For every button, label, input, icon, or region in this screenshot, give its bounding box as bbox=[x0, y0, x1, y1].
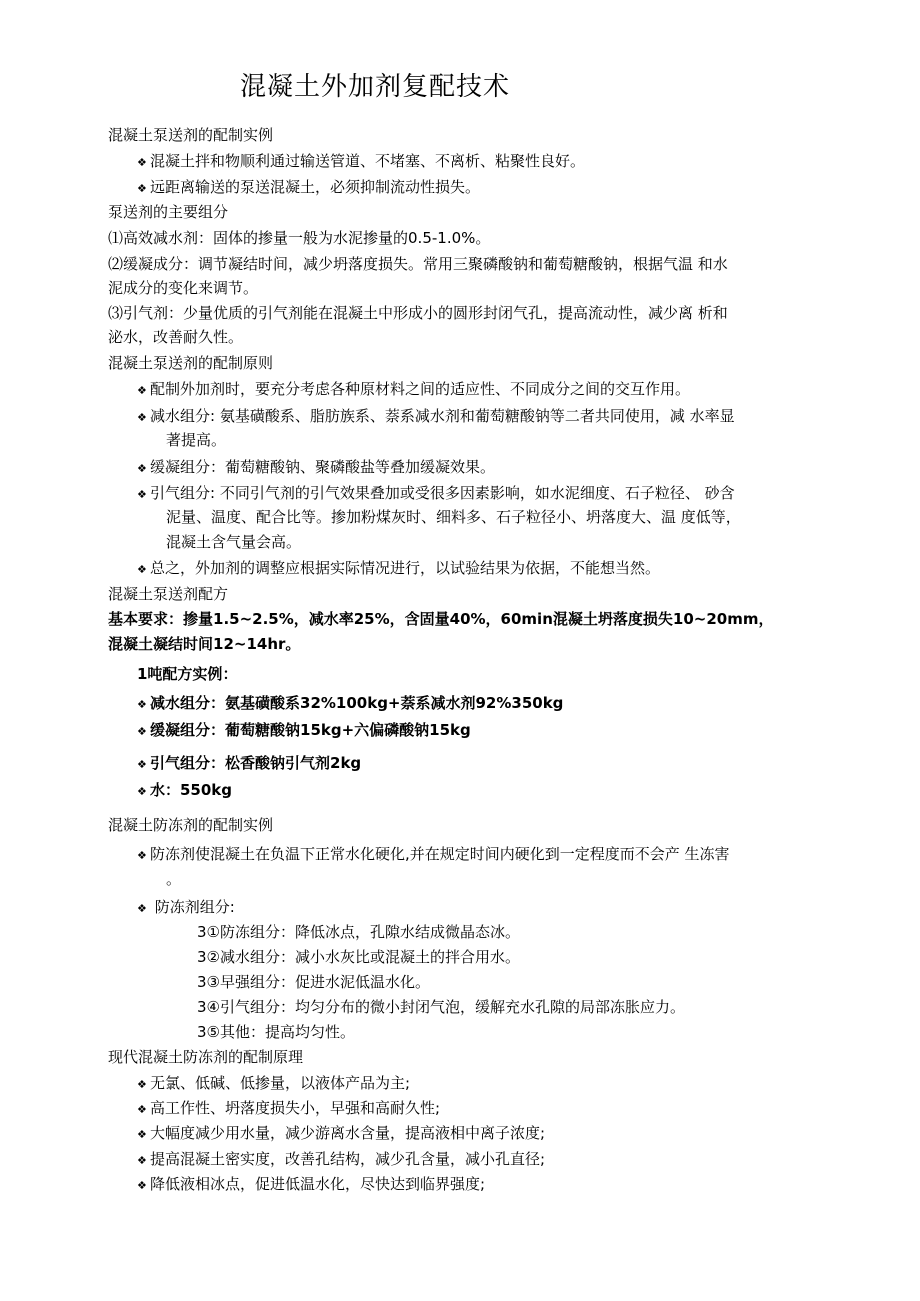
list-item: ❖ 提高混凝土密实度，改善孔结构，减少孔含量，减小孔直径; bbox=[137, 1148, 545, 1172]
paragraph: 混凝土凝结时间12~14hr。 bbox=[108, 635, 301, 653]
section-heading-antifreeze-principles: 现代混凝土防冻剂的配制原理 bbox=[108, 1048, 304, 1066]
diamond-bullet-icon: ❖ bbox=[137, 698, 147, 711]
sub-item: 3①防冻组分：降低冰点，孔隙水结成微晶态冰。 bbox=[197, 923, 520, 941]
list-item: ❖ 远距离输送的泵送混凝土，必须抑制流动性损失。 bbox=[137, 176, 480, 200]
diamond-bullet-icon: ❖ bbox=[137, 758, 147, 771]
list-item: ❖ 降低液相冰点，促进低温水化，尽快达到临界强度; bbox=[137, 1173, 485, 1197]
paragraph: 基本要求：掺量1.5~2.5%，减水率25%，含固量40%，60min混凝土坍落度损失10~20mm， bbox=[108, 610, 774, 628]
page-title: 混凝土外加剂复配技术 bbox=[240, 72, 511, 102]
paragraph: 泌水，改善耐久性。 bbox=[108, 328, 244, 346]
sub-item: 3⑤其他：提高均匀性。 bbox=[197, 1023, 355, 1041]
list-item: ❖ 防冻剂使混凝土在负温下正常水化硬化,并在规定时间内硬化到一定程度而不会产 生冻害 bbox=[137, 843, 730, 867]
section-heading-pump-example: 混凝土泵送剂的配制实例 bbox=[108, 126, 274, 144]
list-item-continuation: 泥量、温度、配合比等。掺加粉煤灰时、细料多、石子粒径小、坍落度大、温 度低等， bbox=[166, 508, 741, 526]
diamond-bullet-icon: ❖ bbox=[137, 156, 147, 169]
formula-example-label: 1吨配方实例： bbox=[137, 665, 238, 683]
list-item: ❖ 水：550kg bbox=[137, 779, 232, 803]
diamond-bullet-icon: ❖ bbox=[137, 462, 147, 475]
diamond-bullet-icon: ❖ bbox=[137, 384, 147, 397]
section-heading-pump-formula: 混凝土泵送剂配方 bbox=[108, 585, 229, 603]
paragraph: ⑴高效减水剂：固体的掺量一般为水泥掺量的0.5-1.0%。 bbox=[108, 229, 491, 247]
list-item: ❖ 大幅度减少用水量，减少游离水含量，提高液相中离子浓度; bbox=[137, 1122, 545, 1146]
diamond-bullet-icon: ❖ bbox=[137, 1154, 147, 1167]
list-item: ❖ 引气组分: 不同引气剂的引气效果叠加或受很多因素影响，如水泥细度、石子粒径、 砂含 bbox=[137, 482, 735, 506]
paragraph: ⑵缓凝成分：调节凝结时间，减少坍落度损失。常用三聚磷酸钠和葡萄糖酸钠，根据气温 和水 bbox=[108, 255, 728, 273]
diamond-bullet-icon: ❖ bbox=[137, 1179, 147, 1192]
list-item: ❖ 减水组分：氨基磺酸系32%100kg+萘系减水剂92%350kg bbox=[137, 692, 563, 716]
diamond-bullet-icon: ❖ bbox=[137, 563, 147, 576]
list-item: ❖ 高工作性、坍落度损失小，早强和高耐久性; bbox=[137, 1097, 440, 1121]
diamond-bullet-icon: ❖ bbox=[137, 849, 147, 862]
paragraph: 泥成分的变化来调节。 bbox=[108, 279, 259, 297]
list-item: ❖ 混凝土拌和物顺利通过输送管道、不堵塞、不离析、粘聚性良好。 bbox=[137, 150, 585, 174]
paragraph: ⑶引气剂：少量优质的引气剂能在混凝土中形成小的圆形封闭气孔，提高流动性，减少离 析和 bbox=[108, 304, 728, 322]
diamond-bullet-icon: ❖ bbox=[137, 182, 147, 195]
section-heading-pump-principles: 混凝土泵送剂的配制原则 bbox=[108, 354, 274, 372]
sub-item: 3③早强组分：促进水泥低温水化。 bbox=[197, 973, 430, 991]
list-item-continuation: 混凝土含气量会高。 bbox=[166, 533, 302, 551]
sub-item: 3④引气组分：均匀分布的微小封闭气泡，缓解充水孔隙的局部冻胀应力。 bbox=[197, 998, 685, 1016]
list-item: ❖ 无氯、低碱、低掺量，以液体产品为主; bbox=[137, 1072, 410, 1096]
sub-item: 3②减水组分：减小水灰比或混凝土的拌合用水。 bbox=[197, 948, 520, 966]
diamond-bullet-icon: ❖ bbox=[137, 411, 147, 424]
section-heading-pump-components: 泵送剂的主要组分 bbox=[108, 203, 229, 221]
list-item: ❖ 引气组分：松香酸钠引气剂2kg bbox=[137, 752, 361, 776]
diamond-bullet-icon: ❖ bbox=[137, 902, 147, 915]
diamond-bullet-icon: ❖ bbox=[137, 1078, 147, 1091]
list-item: ❖ 防冻剂组分: bbox=[137, 896, 235, 920]
diamond-bullet-icon: ❖ bbox=[137, 1128, 147, 1141]
diamond-bullet-icon: ❖ bbox=[137, 488, 147, 501]
diamond-bullet-icon: ❖ bbox=[137, 785, 147, 798]
list-item: ❖ 总之，外加剂的调整应根据实际情况进行，以试验结果为依据，不能想当然。 bbox=[137, 557, 660, 581]
diamond-bullet-icon: ❖ bbox=[137, 725, 147, 738]
diamond-bullet-icon: ❖ bbox=[137, 1103, 147, 1116]
list-item-continuation: 著提高。 bbox=[166, 431, 227, 449]
list-item: ❖ 配制外加剂时，要充分考虑各种原材料之间的适应性、不同成分之间的交互作用。 bbox=[137, 378, 690, 402]
list-item-continuation: 。 bbox=[166, 870, 182, 888]
list-item: ❖ 缓凝组分：葡萄糖酸钠、聚磷酸盐等叠加缓凝效果。 bbox=[137, 456, 495, 480]
section-heading-antifreeze-example: 混凝土防冻剂的配制实例 bbox=[108, 816, 274, 834]
list-item: ❖ 缓凝组分：葡萄糖酸钠15kg+六偏磷酸钠15kg bbox=[137, 719, 471, 743]
list-item: ❖ 减水组分: 氨基磺酸系、脂肪族系、萘系减水剂和葡萄糖酸钠等二者共同使用，减 水率显 bbox=[137, 405, 735, 429]
